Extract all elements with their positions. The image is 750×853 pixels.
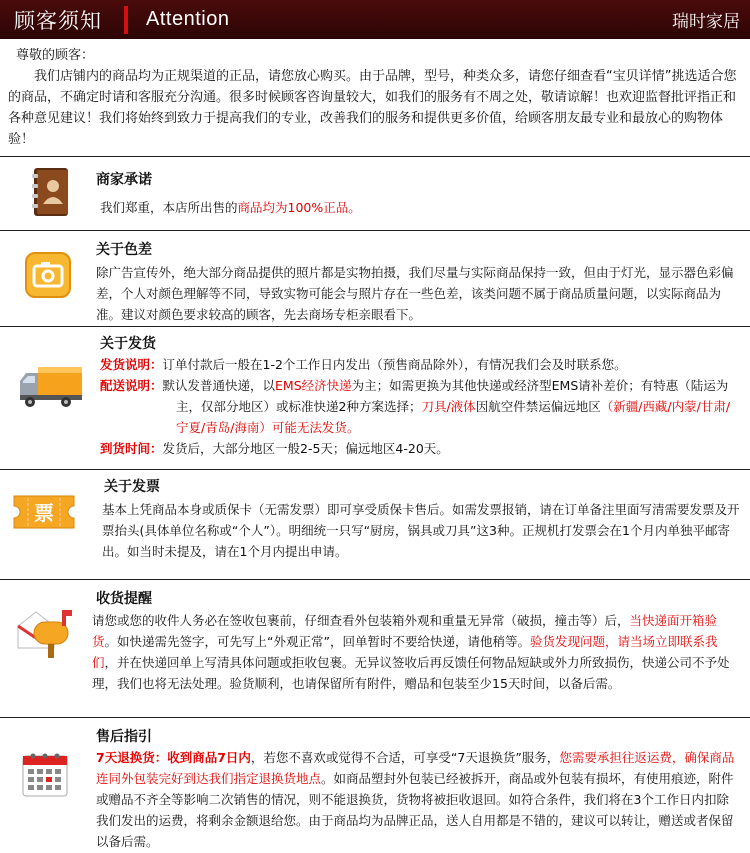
invoice-char: 票 — [34, 501, 54, 525]
delivery-highlight: EMS经济快递 — [275, 378, 352, 393]
aftersale-text: 。如商品塑封外包装已经被拆开，商品或外包装有损坏，有使用痕迹，附件或赠品不齐全等影响二次销售的情况，则不能退换货，货物将被拒收退回。如符合条件，我们将在3个工作日内扣除我们发出的运费，将剩余金额退给您。由于商品均为品牌正品，送人自用都是不错的，建议可以转让，赠送或者保留以备后需。 — [96, 771, 734, 849]
mailbox-icon — [14, 604, 74, 664]
shipping-line — [100, 354, 740, 375]
brand-name: 瑞时家居 — [672, 12, 740, 32]
truck-icon — [18, 363, 84, 415]
intro — [0, 39, 750, 156]
section-heading: 关于色差 — [96, 242, 152, 258]
header-bar — [0, 0, 750, 39]
section-shipping — [0, 327, 750, 469]
greeting: 尊敬的顾客： — [16, 48, 95, 63]
arrival-line — [100, 438, 740, 459]
section-heading: 收货提醒 — [96, 591, 152, 607]
arrival-text: 发货后，大部分地区一般2-5天；偏远地区4-20天。 — [162, 441, 449, 456]
delivery-text: 为主；如需更换为其他快递或经济型EMS请补差价；有特惠（陆运为主，仅部分地区）或标准快递2种方案选择； — [176, 378, 729, 414]
section-body — [96, 747, 740, 852]
header-title-en: Attention — [146, 8, 230, 30]
delivery-highlight: 刀具/液体 — [421, 399, 476, 414]
section-heading: 商家承诺 — [96, 172, 152, 188]
invoice-ticket-icon — [12, 492, 76, 536]
calendar-icon — [20, 750, 70, 802]
delivery-text: 因航空件禁运偏远地区 — [475, 399, 601, 414]
delivery-label: 配送说明： — [100, 378, 163, 393]
section-heading: 关于发票 — [104, 479, 160, 495]
aftersale-highlight: 7天退换货：收到商品7日内 — [96, 750, 251, 765]
receipt-highlight: 当快递面开箱验货 — [92, 613, 718, 649]
shipping-text: 订单付款后一般在1-2个工作日内发出（预售商品除外），有情况我们会及时联系您。 — [162, 357, 627, 372]
section-invoice — [0, 470, 750, 579]
section-color — [0, 231, 750, 326]
aftersale-text: ，若您不喜欢或觉得不合适，可享受“7天退换货”服务， — [250, 750, 560, 765]
receipt-highlight: 验货发现问题，请当场立即联系我们 — [92, 634, 718, 670]
promise-highlight: 商品均为100%正品。 — [237, 200, 361, 215]
section-body: 除广告宣传外，绝大部分商品提供的照片都是实物拍摄，我们尽量与实际商品保持一致，但由于灯光，显示器色彩偏差，个人对颜色理解等不同，导致实物可能会与照片存在一些色差，该类问题不属于商品质量问题，以实际商品为准。建议对颜色要求较高的顾客，先去商场专柜亲眼看下。 — [96, 265, 734, 322]
camera-icon — [24, 251, 72, 303]
receipt-text: 请您或您的收件人务必在签收包裹前，仔细查看外包装箱外观和重量无异常（破损，撞击等）后， — [92, 613, 630, 628]
section-aftersale — [0, 718, 750, 853]
receipt-text: ，并在快递回单上写清具体问题或拒收包裹。无异议签收后再反馈任何物品短缺或外力所致损伤，快递公司不予处理，我们也将无法处理。验货顺利，也请保留所有附件，赠品和包装至少15天时间，以备后需。 — [92, 655, 730, 691]
section-receipt — [0, 580, 750, 717]
section-heading: 关于发货 — [100, 336, 156, 352]
intro-paragraph: 我们店铺内的商品均为正规渠道的正品，请您放心购买。由于品牌，型号，种类众多，请您仔细查看“宝贝详情”挑选适合您的商品，不确定时请和客服充分沟通。很多时候顾客咨询量较大，如我们的服务有不周之处，敬请谅解！也欢迎监督批评指正和各种意见建议！我们将始终到致力于提高我们的专业，改善我们的服务和提供更多价值，给顾客朋友最专业和最放心的购物体验！ — [8, 69, 737, 147]
address-book-icon — [22, 166, 76, 224]
section-body — [100, 354, 740, 459]
aftersale-highlight: 您需要承担往返运费，确保商品连同外包装完好到达我们指定退换货地点 — [96, 750, 735, 786]
delivery-text: 默认发普通快递，以 — [162, 378, 276, 393]
delivery-line — [100, 375, 740, 438]
shipping-label: 发货说明： — [100, 357, 163, 372]
section-promise — [0, 157, 750, 230]
arrival-label: 到货时间： — [100, 441, 163, 456]
delivery-highlight: （新疆/西藏/内蒙/甘肃/宁夏/青岛/海南）可能无法发货。 — [176, 399, 731, 435]
section-body: 基本上凭商品本身或质保卡（无需发票）即可享受质保卡售后。如需发票报销，请在订单备注里面写清需要发票及开票抬头(具体单位名称或“个人”）。明细统一只写“厨房，锅具或刀具”这3种。正规机打发票会在1个月内单独平邮寄出。如当时未提及，请在1个月内提出申请。 — [102, 502, 740, 559]
header-separator — [124, 6, 128, 34]
receipt-text: 。如快递需先签字，可先写上“外观正常”，回单暂时不要给快递，请他稍等。 — [104, 634, 530, 649]
promise-text: 我们郑重，本店所出售的 — [100, 200, 238, 215]
section-body — [100, 197, 740, 218]
section-heading: 售后指引 — [96, 729, 152, 745]
section-body — [92, 610, 740, 694]
header-title-cn: 顾客须知 — [14, 8, 102, 33]
